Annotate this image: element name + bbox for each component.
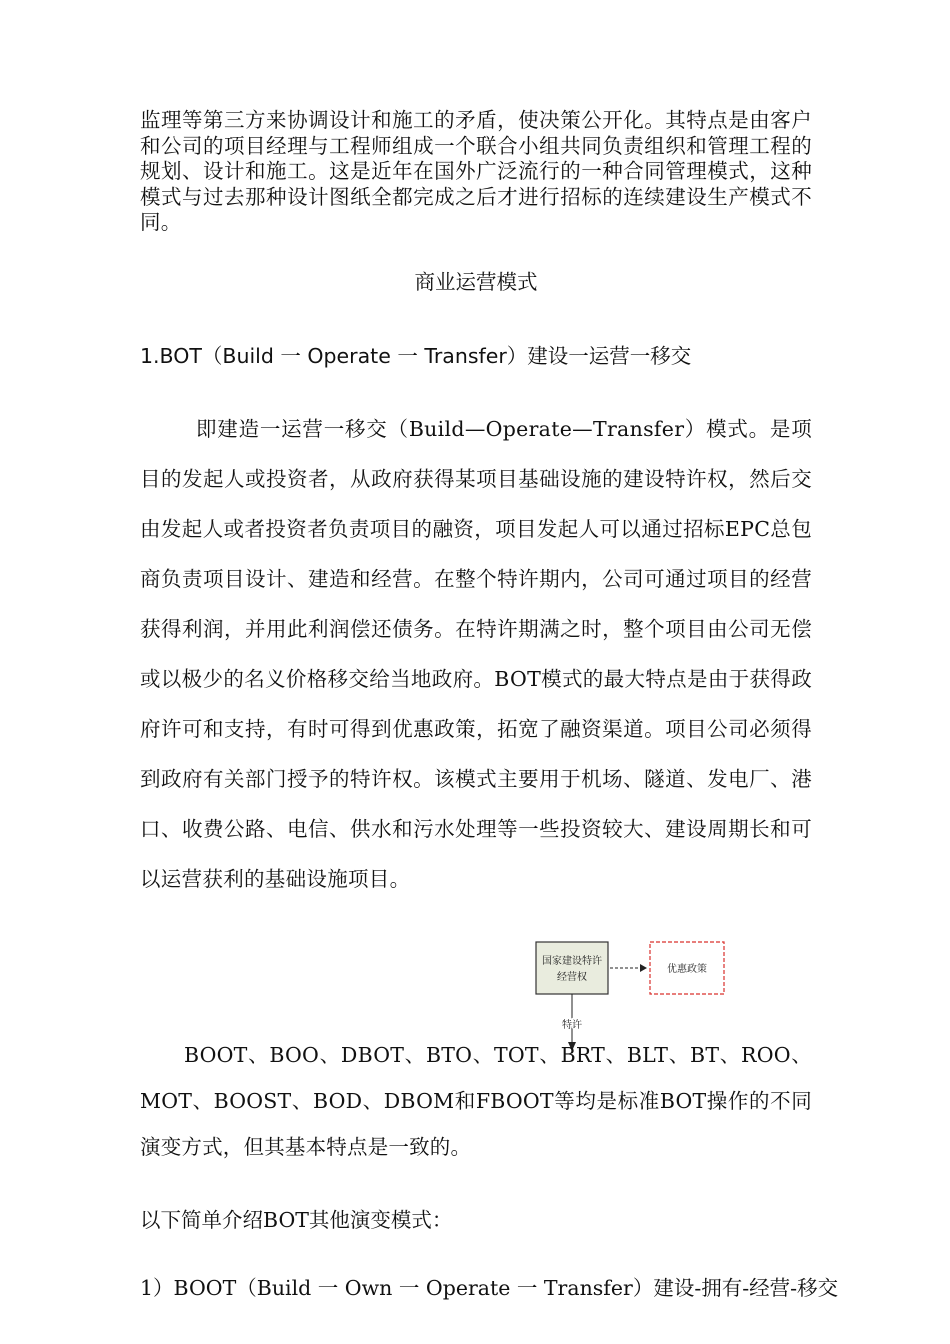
paragraph-bot-description: 即建造一运营一移交（Build—Operate—Transfer）模式。是项目的发起人或投资者，从政府获得某项目基础设施的建设特许权，然后交由发起人或者投资者负责项目的融资，项目发起人可以通过招标EPC总包商负责项目设计、建造和经营。在整个特许期内，公司可通过项目的经营获得利润，并用此利润偿还债务。在特许期满之时，整个项目由公司无偿或以极少的名义价格移交给当地政府。BOT模式的最大特点是由于获得政府许可和支持，有时可得到优惠政策，拓宽了融资渠道。项目公司必须得到政府有关部门授予的特许权。该模式主要用于机场、隧道、发电厂、港口、收费公路、电信、供水和污水处理等一些投资较大、建设周期长和可以运营获利的基础设施项目。 [140,417,812,891]
franchise-box-label-line1: 国家建设特许 [542,956,602,967]
preferential-policy-label: 优惠政策 [667,964,707,975]
franchise-box [536,942,608,994]
paragraph-intro-continued: 监理等第三方来协调设计和施工的矛盾，使决策公开化。其特点是由客户和公司的项目经理与工程师组成一个联合小组共同负责组织和管理工程的规划、设计和施工。这是近年在国外广泛流行的一种合同管理模式，这种模式与过去那种设计图纸全都完成之后才进行招标的连续建设生产模式不同。 [140,108,812,234]
list-item-boot: 1）BOOT（Build 一 Own 一 Operate 一 Transfer）建设-拥有-经营-移交 [140,1276,839,1300]
paragraph-bot-variants: BOOT、BOO、DBOT、BTO、TOT、BRT、BLT、BT、ROO、MOT、BOOST、BOD、DBOM和FBOOT等均是标准BOT操作的不同演变方式，但其基本特点是一致的。 [140,1043,812,1159]
dashed-arrow-head [640,964,647,972]
subsection-title-bot: 1.BOT（Build 一 Operate 一 Transfer）建设一运营一移交 [140,344,692,368]
section-heading: 商业运营模式 [414,270,538,294]
franchise-arrow-label: 特许 [562,1020,582,1031]
franchise-box-label-line2: 经营权 [557,972,587,983]
paragraph-variants-intro: 以下简单介绍BOT其他演变模式： [140,1208,453,1232]
